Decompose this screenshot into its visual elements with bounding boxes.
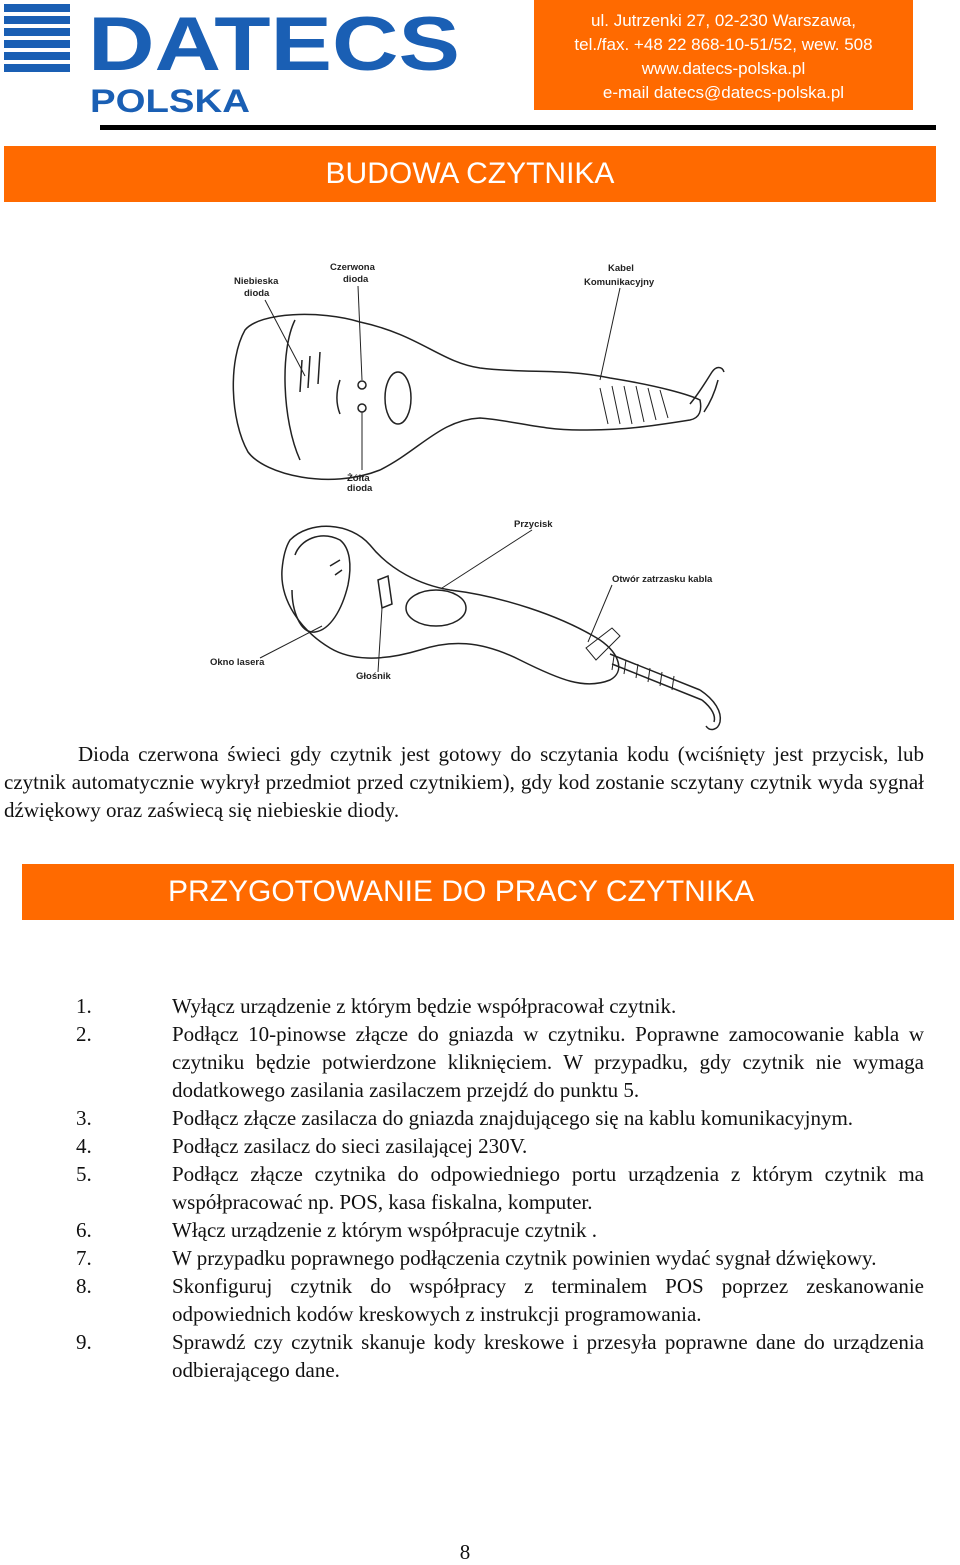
svg-text:dioda <box>244 288 270 299</box>
list-item <box>0 992 924 1020</box>
svg-text:Komunikacyjny <box>584 277 655 288</box>
svg-text:Niebieska <box>234 276 279 287</box>
label-blue-diode-2: dioda <box>244 288 270 299</box>
step-text: Podłącz złącze czytnika do odpowiedniego portu urządzenia z którym czytnik ma współpracować np. POS, kasa fiskalna, komputer. <box>172 1162 924 1214</box>
step-number: 5. <box>76 1162 92 1186</box>
datecs-logo <box>4 2 464 117</box>
list-item <box>0 1328 924 1384</box>
section-title-przygotowanie: PRZYGOTOWANIE DO PRACY CZYTNIKA <box>22 864 954 920</box>
scanner-side-view <box>282 526 720 729</box>
label-red-diode-1: Czerwona <box>330 262 375 273</box>
label-yellow-diode-2: dioda <box>347 483 373 494</box>
step-number: 2. <box>76 1022 92 1046</box>
contact-box <box>534 0 913 110</box>
contact-address: ul. Jutrzenki 27, 02-230 Warszawa, <box>591 11 856 30</box>
contact-email[interactable]: e-mail datecs@datecs-polska.pl <box>602 83 845 102</box>
label-blue-diode-1: Niebieska <box>234 276 279 287</box>
list-item <box>0 1104 924 1132</box>
label-latch: Otwór zatrzasku kabla <box>612 574 713 585</box>
scanner-diagram <box>0 250 960 740</box>
step-text: Wyłącz urządzenie z którym będzie współpracował czytnik. <box>172 994 677 1018</box>
svg-text:dioda <box>347 483 373 494</box>
logo-sub: POLSKA <box>90 83 250 117</box>
step-number: 8. <box>76 1274 92 1298</box>
list-item <box>0 1272 924 1328</box>
contact-phone: tel./fax. +48 22 868-10-51/52, wew. 508 <box>574 35 873 54</box>
logo-stripes-icon <box>4 4 70 72</box>
step-number: 1. <box>76 994 92 1018</box>
step-text: W przypadku poprawnego podłączenia czytnik powinien wydać sygnał dźwiękowy. <box>172 1246 877 1270</box>
logo-brand: DATECS <box>88 2 461 87</box>
label-cable-2: Komunikacyjny <box>584 277 655 288</box>
header-divider <box>100 125 936 130</box>
step-text: Podłącz zasilacz do sieci zasilającej 230V. <box>172 1134 528 1158</box>
step-number: 9. <box>76 1330 92 1354</box>
section-title-budowa: BUDOWA CZYTNIKA <box>4 146 936 202</box>
scanner-top-view <box>233 314 724 479</box>
label-button: Przycisk <box>514 519 553 530</box>
contact-website[interactable]: www.datecs-polska.pl <box>641 59 806 78</box>
step-text: Podłącz złącze zasilacza do gniazda znajdującego się na kablu komunikacyjnym. <box>172 1106 854 1130</box>
list-item <box>0 1216 924 1244</box>
step-number: 7. <box>76 1246 92 1270</box>
page-number: 8 <box>459 1540 471 1564</box>
step-text: Podłącz 10-pinowse złącze do gniazda w czytniku. Poprawne zamocowanie kabla w czytniku będzie potwierdzone kliknięciem. W przypadku, gdy czytnik nie wymaga dodatkowego zasilania zasilaczem przejdź do punktu 5. <box>172 1022 924 1102</box>
label-cable-1: Kabel <box>608 263 634 274</box>
label-yellow-diode-1: Żółta <box>347 473 370 484</box>
label-laser-window: Okno lasera <box>210 657 265 668</box>
svg-text:Kabel <box>608 263 634 274</box>
label-speaker: Głośnik <box>356 671 391 682</box>
list-item <box>0 1160 924 1216</box>
list-item <box>0 1132 924 1160</box>
diode-description: Dioda czerwona świeci gdy czytnik jest gotowy do sczytania kodu (wciśnięty jest przycisk, lub czytnik automatycznie wykrył przedmiot przed czytnikiem), gdy kod zostanie sczytany czytnik wyda sygnał dźwiękowy oraz zaświecą się niebieskie diody. <box>4 742 924 822</box>
step-number: 3. <box>76 1106 92 1130</box>
step-text: Sprawdź czy czytnik skanuje kody kreskowe i przesyła poprawne dane do urządzenia odbierającego dane. <box>172 1330 924 1382</box>
label-red-diode-2: dioda <box>343 274 369 285</box>
svg-text:dioda <box>343 274 369 285</box>
list-item <box>0 1244 924 1272</box>
step-text: Włącz urządzenie z którym współpracuje czytnik . <box>172 1218 598 1242</box>
svg-text:Czerwona <box>330 262 376 273</box>
step-number: 6. <box>76 1218 92 1242</box>
list-item <box>0 1020 924 1104</box>
step-text: Skonfiguruj czytnik do współpracy z terminalem POS poprzez zeskanowanie odpowiednich kodów kreskowych z instrukcji programowania. <box>172 1274 924 1326</box>
step-number: 4. <box>76 1134 92 1158</box>
setup-steps-list <box>0 992 960 1384</box>
